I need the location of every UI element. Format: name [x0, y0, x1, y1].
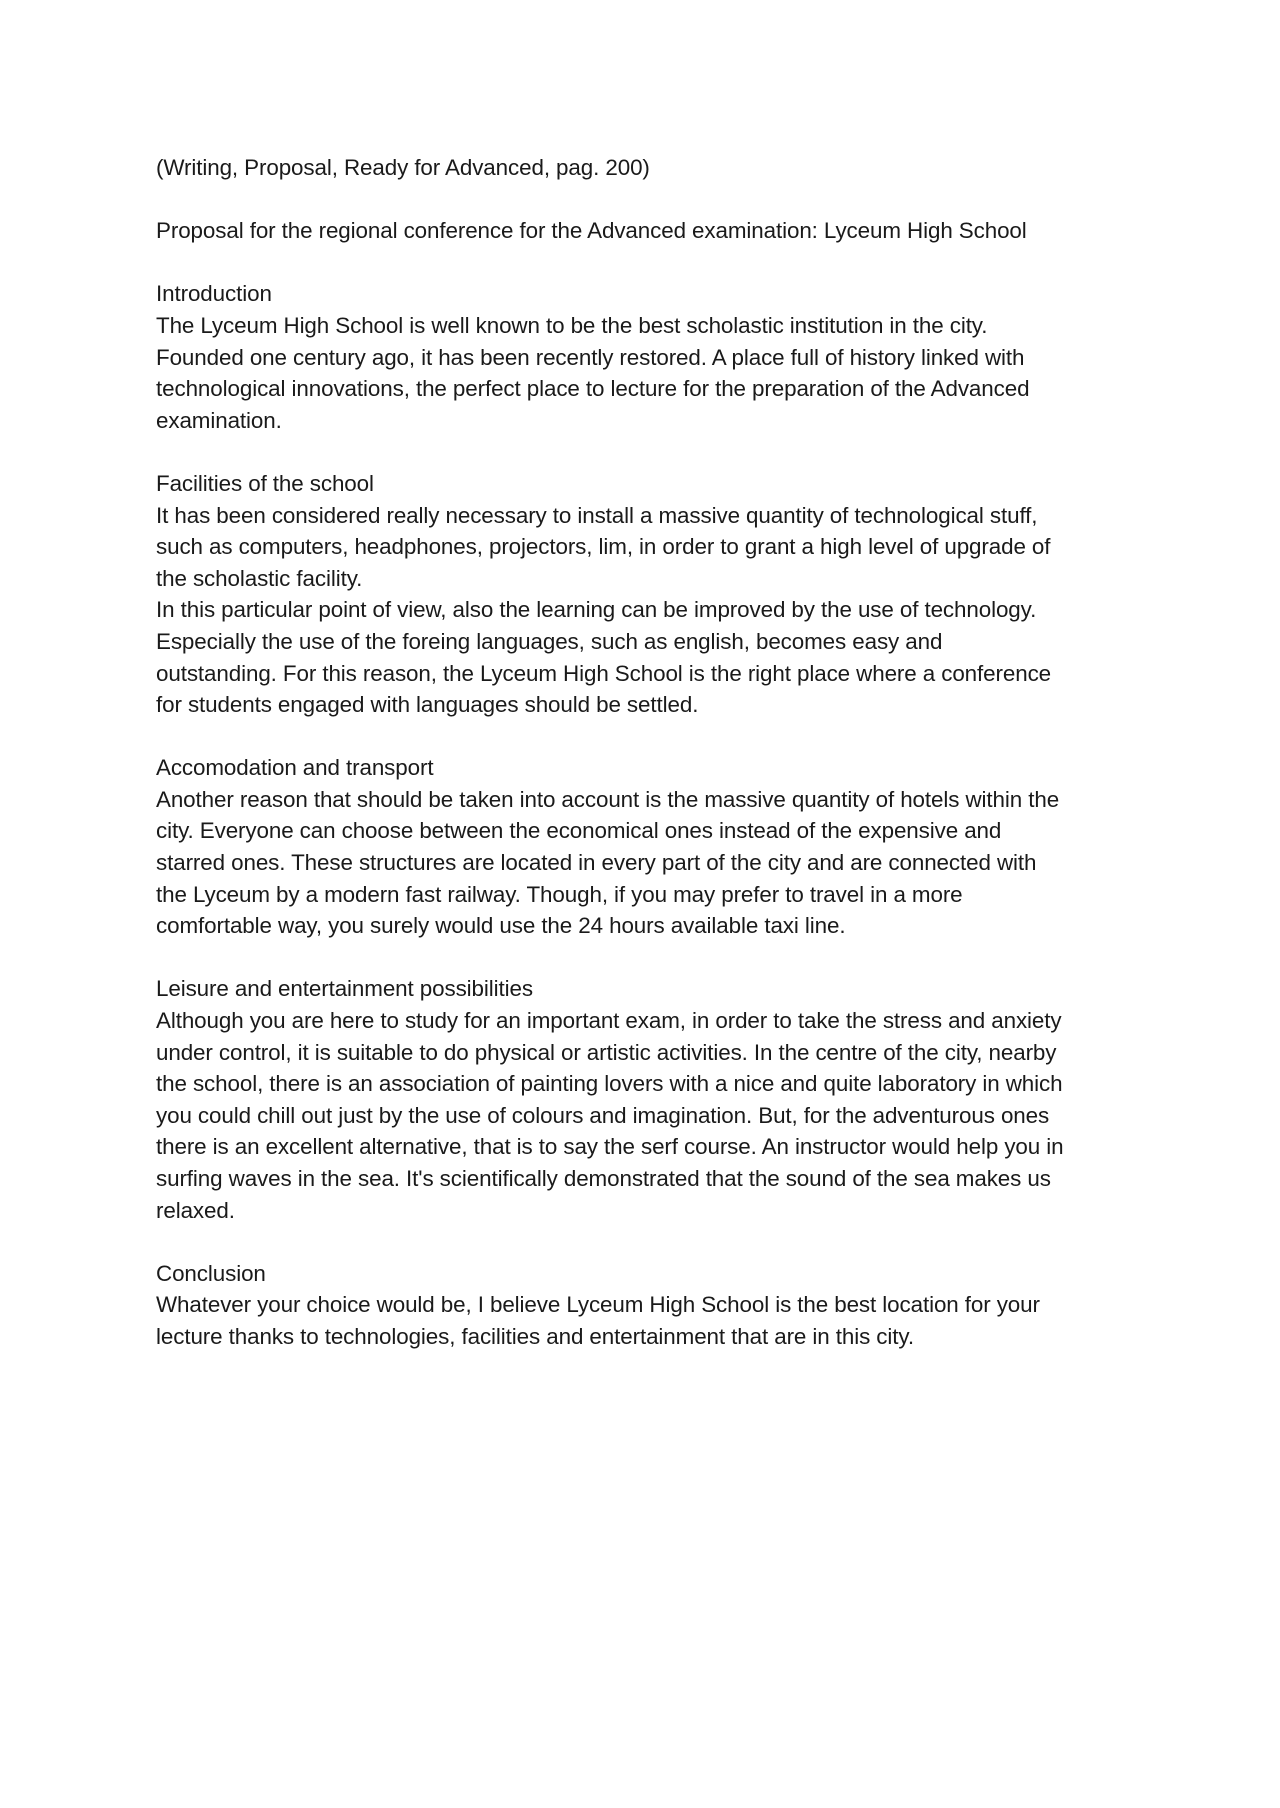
paragraph-line: Especially the use of the foreing languages, such as english, becomes easy and — [156, 628, 943, 654]
paragraph-line: you could chill out just by the use of colours and imagination. But, for the adventurous ones — [156, 1102, 1050, 1128]
section-accommodation — [156, 752, 1166, 942]
section-leisure — [156, 973, 1166, 1226]
spacer — [156, 942, 1166, 974]
paragraph-line: technological innovations, the perfect place to lecture for the preparation of the Advanced — [156, 376, 1030, 402]
document-title: Proposal for the regional conference for the Advanced examination: Lyceum High School — [156, 218, 1027, 244]
paragraph-line: Another reason that should be taken into account is the massive quantity of hotels within the — [156, 786, 1060, 812]
spacer — [156, 721, 1166, 753]
section-heading: Conclusion — [156, 1260, 266, 1286]
paragraph-line: outstanding. For this reason, the Lyceum High School is the right place where a conference — [156, 660, 1052, 686]
paragraph-line: Founded one century ago, it has been recently restored. A place full of history linked with — [156, 344, 1025, 370]
spacer — [156, 247, 1166, 279]
spacer — [156, 1226, 1166, 1258]
paragraph-line: surfing waves in the sea. It's scientifically demonstrated that the sound of the sea makes us — [156, 1166, 1051, 1191]
paragraph-line: The Lyceum High School is well known to be the best scholastic institution in the city. — [156, 312, 988, 338]
section-conclusion — [156, 1258, 1166, 1353]
paragraph-line: the Lyceum by a modern fast railway. Though, if you may prefer to travel in a more — [156, 881, 963, 907]
section-facilities — [156, 468, 1166, 721]
paragraph-line: In this particular point of view, also the learning can be improved by the use of technology. — [156, 597, 1037, 623]
paragraph-line: the scholastic facility. — [156, 565, 363, 591]
paragraph-line: starred ones. These structures are located in every part of the city and are connected with — [156, 850, 1037, 876]
section-heading: Introduction — [156, 281, 272, 307]
paragraph-line: comfortable way, you surely would use the 24 hours available taxi line. — [156, 913, 846, 939]
section-heading: Facilities of the school — [156, 470, 374, 496]
paragraph-line: for students engaged with languages should be settled. — [156, 692, 699, 718]
section-introduction — [156, 278, 1166, 436]
paragraph-line: lecture thanks to technologies, facilities and entertainment that are in this city. — [156, 1323, 914, 1349]
paragraph-line: such as computers, headphones, projectors, lim, in order to grant a high level of upgrade of — [156, 534, 1051, 560]
paragraph-line: city. Everyone can choose between the economical ones instead of the expensive and — [156, 818, 1002, 844]
spacer — [156, 436, 1166, 468]
paragraph-line: the school, there is an association of painting lovers with a nice and quite laboratory in which — [156, 1071, 1063, 1097]
paragraph-line: under control, it is suitable to do physical or artistic activities. In the centre of the city, nearby — [156, 1039, 1057, 1065]
document-body — [156, 152, 1166, 1353]
section-heading: Leisure and entertainment possibilities — [156, 976, 533, 1002]
source-line: (Writing, Proposal, Ready for Advanced, pag. 200) — [156, 155, 650, 180]
paragraph-line: Although you are here to study for an important exam, in order to take the stress and anxiety — [156, 1008, 1062, 1034]
paragraph-line: examination. — [156, 407, 282, 433]
spacer — [156, 184, 1166, 216]
paragraph-line: there is an excellent alternative, that is to say the serf course. An instructor would help you in — [156, 1134, 1064, 1160]
paragraph-line: It has been considered really necessary to install a massive quantity of technological stuff, — [156, 502, 1038, 528]
section-heading: Accomodation and transport — [156, 755, 434, 781]
paragraph-line: relaxed. — [156, 1197, 235, 1223]
paragraph-line: Whatever your choice would be, I believe Lyceum High School is the best location for your — [156, 1292, 1040, 1318]
